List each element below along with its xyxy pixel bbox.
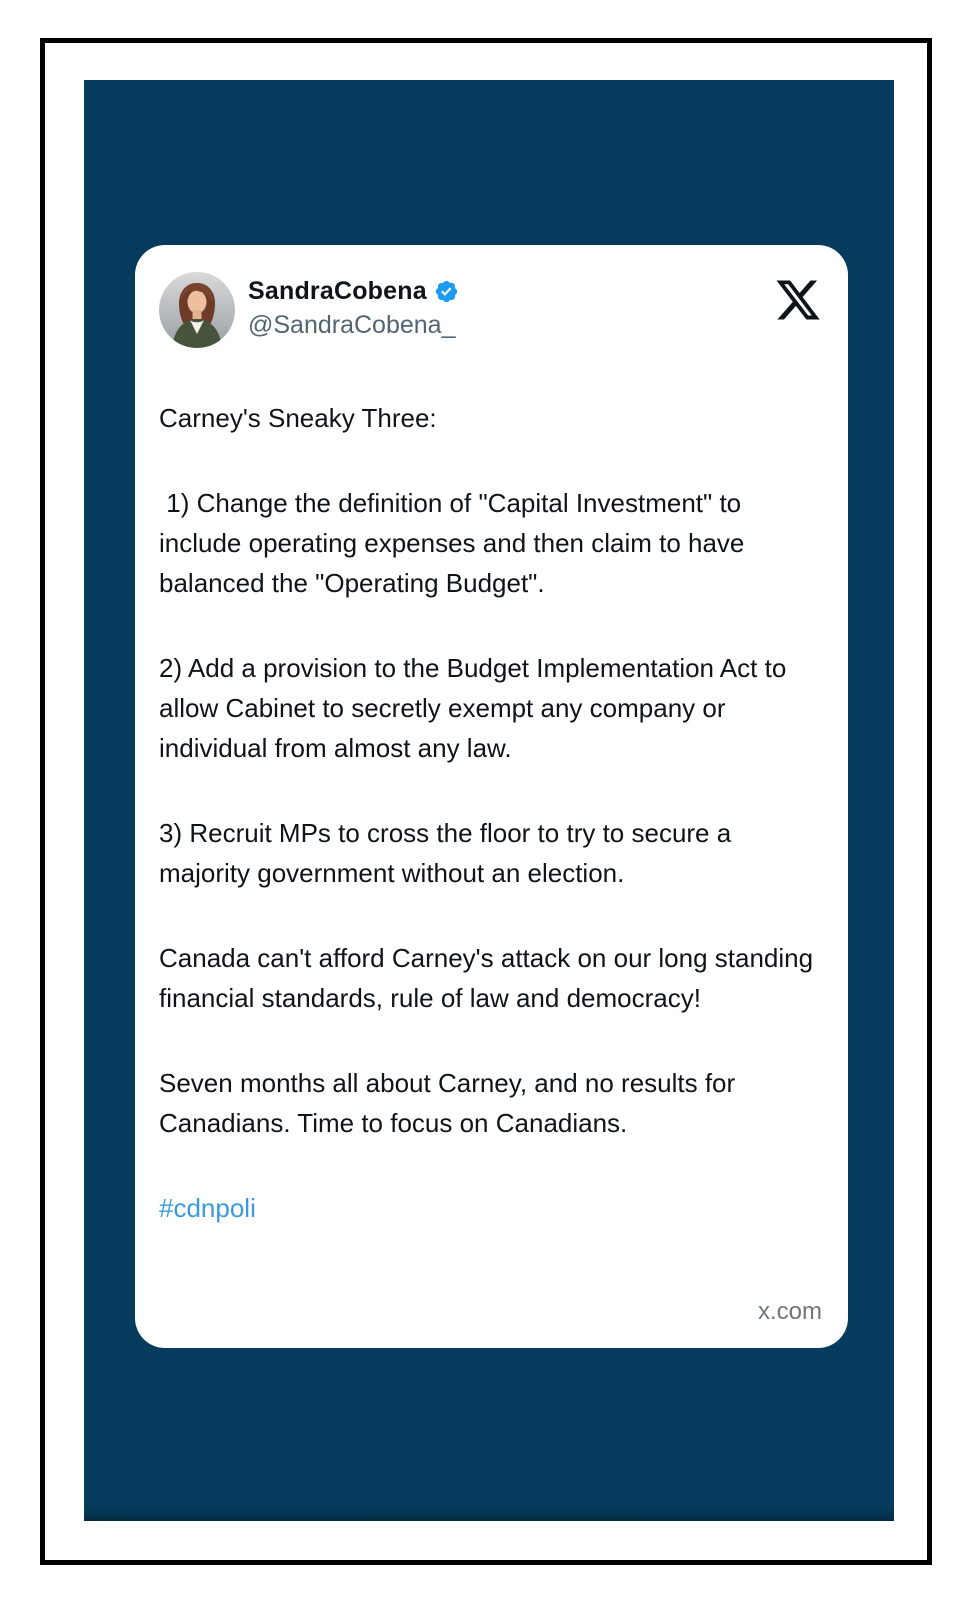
author-block bbox=[248, 272, 459, 340]
tweet-paragraph: 2) Add a provision to the Budget Implementation Act to allow Cabinet to secretly exempt any company or individual from almost any law. bbox=[159, 653, 794, 763]
tweet-body bbox=[159, 398, 824, 1228]
source-attribution[interactable]: x.com bbox=[757, 1298, 822, 1325]
hashtag-link[interactable]: #cdnpoli bbox=[159, 1193, 256, 1223]
hashtag-line bbox=[159, 1188, 824, 1228]
profile-photo bbox=[159, 272, 235, 348]
avatar[interactable] bbox=[159, 272, 235, 348]
x-logo-icon[interactable] bbox=[774, 276, 822, 324]
tweet-card bbox=[135, 245, 848, 1348]
author-name[interactable]: SandraCobena bbox=[248, 277, 427, 305]
tweet-paragraph: Canada can't afford Carney's attack on our long standing financial standards, rule of law and democracy! bbox=[159, 943, 821, 1013]
tweet-paragraph: 1) Change the definition of "Capital Investment" to include operating expenses and then claim to have balanced the "Operating Budget". bbox=[159, 488, 752, 598]
verified-badge-icon bbox=[434, 279, 459, 304]
tweet-paragraph: Carney's Sneaky Three: bbox=[159, 403, 437, 433]
tweet-paragraph: 3) Recruit MPs to cross the floor to try to secure a majority government without an election. bbox=[159, 818, 739, 888]
navy-backdrop bbox=[84, 80, 894, 1521]
author-handle[interactable]: @SandraCobena_ bbox=[248, 311, 456, 339]
tweet-paragraph: Seven months all about Carney, and no results for Canadians. Time to focus on Canadians. bbox=[159, 1068, 743, 1138]
tweet-header bbox=[159, 272, 824, 348]
outer-frame bbox=[40, 38, 932, 1565]
